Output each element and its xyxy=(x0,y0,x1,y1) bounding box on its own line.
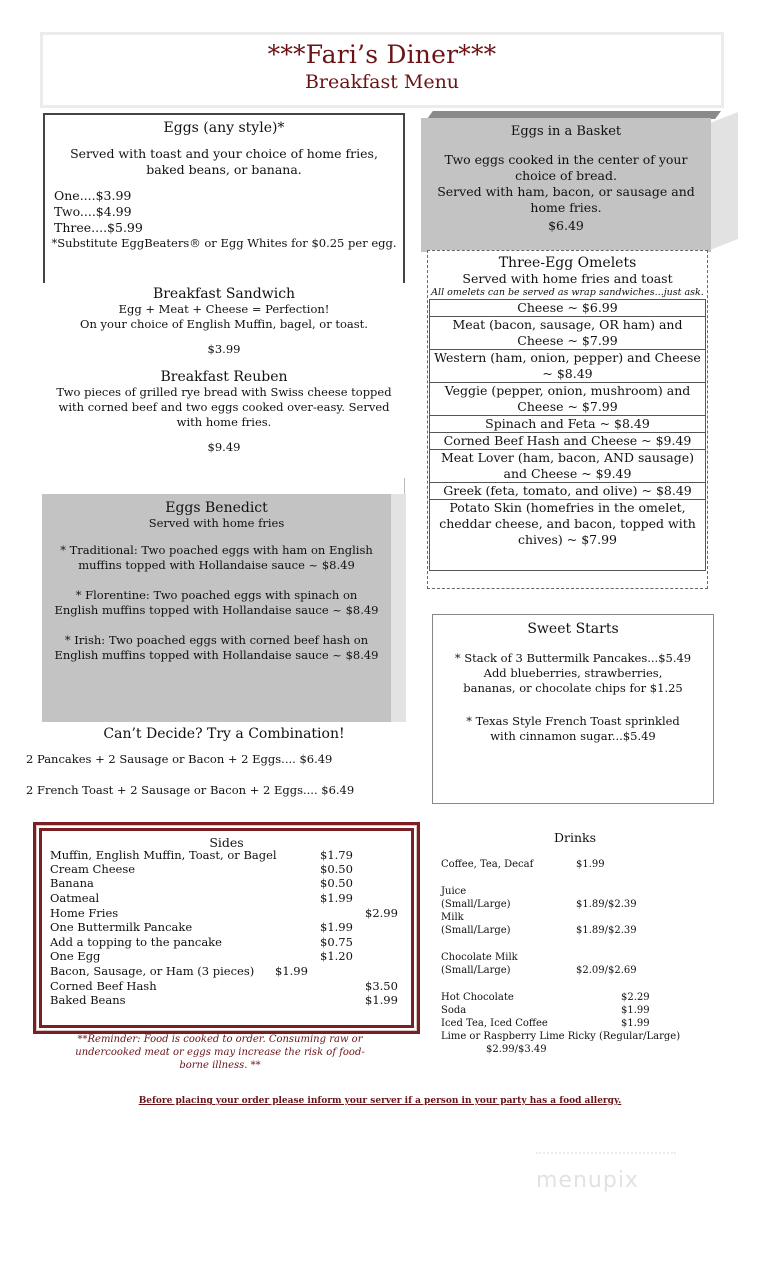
basket-line-2: Served with ham, bacon, or sausage and home fries. xyxy=(437,184,695,215)
drink-name: Chocolate Milk xyxy=(441,952,518,963)
basket-price: $6.49 xyxy=(548,218,584,233)
omelet-item: Spinach and Feta ~ $8.49 xyxy=(429,415,706,433)
sides-list xyxy=(50,848,410,1018)
side-name: One Egg xyxy=(50,949,101,963)
side-name: Baked Beans xyxy=(50,993,126,1007)
french-toast-item: * Texas Style French Toast sprinkled with cinnamon sugar...$5.49 xyxy=(466,714,680,743)
side-name: Corned Beef Hash xyxy=(50,979,157,993)
pancake-addon-note: Add blueberries, strawberries, bananas, or chocolate chips for $1.25 xyxy=(463,666,683,695)
omelet-item: Corned Beef Hash and Cheese ~ $9.49 xyxy=(429,432,706,450)
breakfast-sandwich-section xyxy=(43,286,405,357)
divider xyxy=(404,478,405,494)
omelet-item: Potato Skin (homefries in the omelet, cheddar cheese, and bacon, topped with chives) ~ $7.99 xyxy=(429,499,706,571)
drink-name: Coffee, Tea, Decaf xyxy=(441,859,534,870)
sandwich-price: $3.99 xyxy=(207,342,241,356)
drink-price: $1.99 xyxy=(621,1018,650,1029)
egg-price-list xyxy=(54,188,403,236)
drink-name: Lime or Raspberry Lime Ricky (Regular/Large) xyxy=(441,1031,681,1042)
side-price: $1.99 xyxy=(320,920,353,934)
omelet-item: Meat (bacon, sausage, OR ham) and Cheese ~ $7.99 xyxy=(429,316,706,350)
omelet-item: Meat Lover (ham, bacon, AND sausage) and Cheese ~ $9.49 xyxy=(429,449,706,483)
side-price: $1.20 xyxy=(320,949,353,963)
section-title: Breakfast Reuben xyxy=(160,369,288,385)
section-title: Sides xyxy=(209,835,244,850)
watermark-logo: menupix xyxy=(536,1168,639,1193)
side-name: Cream Cheese xyxy=(50,862,136,876)
sandwich-line-2: On your choice of English Muffin, bagel, or toast. xyxy=(80,317,368,331)
basket-line-1: Two eggs cooked in the center of your choice of bread. xyxy=(444,152,688,183)
combo-item: 2 French Toast + 2 Sausage or Bacon + 2 Eggs.... $6.49 xyxy=(26,783,355,797)
drink-name: Juice xyxy=(441,886,467,897)
price-three: Three....$5.99 xyxy=(54,220,143,235)
side-price: $0.75 xyxy=(320,935,353,949)
omelet-item: Greek (feta, tomato, and olive) ~ $8.49 xyxy=(429,482,706,500)
sandwich-line-1: Egg + Meat + Cheese = Perfection! xyxy=(118,302,330,316)
pancake-item: * Stack of 3 Buttermilk Pancakes...$5.49 xyxy=(454,651,692,665)
side-name: Home Fries xyxy=(50,906,119,920)
drink-price: $1.89/$2.39 xyxy=(576,899,637,910)
side-price: $1.99 xyxy=(320,891,353,905)
side-price: $2.99 xyxy=(365,906,398,920)
drink-price: $1.89/$2.39 xyxy=(576,925,637,936)
omelet-item: Western (ham, onion, pepper) and Cheese ~ $8.49 xyxy=(429,349,706,383)
benedict-item: * Traditional: Two poached eggs with ham on English muffins topped with Hollandaise sauce ~ $8.49 xyxy=(60,543,373,572)
side-price: $1.99 xyxy=(275,964,308,978)
omelets-subtitle: Served with home fries and toast xyxy=(462,271,673,286)
eggs-benedict-section xyxy=(42,494,391,722)
drinks-title: Drinks xyxy=(554,830,597,845)
drink-size: (Small/Large) xyxy=(441,925,511,936)
restaurant-name: ***Fari’s Diner*** xyxy=(267,40,497,69)
drink-name: Soda xyxy=(441,1005,467,1016)
drink-price: $1.99 xyxy=(621,1005,650,1016)
side-price: $1.99 xyxy=(365,993,398,1007)
benedict-bevel xyxy=(391,494,406,722)
price-one: One....$3.99 xyxy=(54,188,132,203)
drink-size: (Small/Large) xyxy=(441,899,511,910)
side-name: Muffin, English Muffin, Toast, or Bagel xyxy=(50,848,277,862)
side-price: $0.50 xyxy=(320,876,353,890)
sweet-starts-section xyxy=(432,614,714,804)
omelets-section xyxy=(427,250,708,589)
eggs-any-style-section xyxy=(43,113,405,283)
omelets-note: All omelets can be served as wrap sandwiches...just ask. xyxy=(431,287,704,298)
side-name: Banana xyxy=(50,876,94,890)
basket-bevel-right xyxy=(710,112,738,250)
omelet-item: Veggie (pepper, onion, mushroom) and Cheese ~ $7.99 xyxy=(429,382,706,416)
side-price: $3.50 xyxy=(365,979,398,993)
section-title: Three-Egg Omelets xyxy=(498,255,637,271)
price-two: Two....$4.99 xyxy=(54,204,132,219)
eggs-in-basket-section xyxy=(421,118,711,252)
drink-name: Milk xyxy=(441,912,464,923)
watermark-line xyxy=(536,1152,676,1156)
drink-name: Iced Tea, Iced Coffee xyxy=(441,1018,548,1029)
reuben-description: Two pieces of grilled rye bread with Swiss cheese topped with corned beef and two eggs cooked over-easy. Served with home fries. xyxy=(56,385,392,429)
benedict-item: * Florentine: Two poached eggs with spinach on English muffins topped with Hollandaise sauce ~ $8.49 xyxy=(54,588,379,617)
side-name: Add a topping to the pancake xyxy=(50,935,222,949)
side-name: One Buttermilk Pancake xyxy=(50,920,193,934)
combination-title: Can’t Decide? Try a Combination! xyxy=(103,726,345,742)
allergy-notice: Before placing your order please inform your server if a person in your party has a food allergy. xyxy=(138,1096,622,1106)
side-price: $1.79 xyxy=(320,848,353,862)
drink-name: Hot Chocolate xyxy=(441,992,514,1003)
drink-price: $2.99/$3.49 xyxy=(486,1044,547,1055)
drink-price: $1.99 xyxy=(576,859,605,870)
combo-item: 2 Pancakes + 2 Sausage or Bacon + 2 Eggs.... $6.49 xyxy=(26,752,333,766)
section-title: Eggs (any style)* xyxy=(163,120,285,136)
drinks-list xyxy=(441,858,701,1058)
drink-price: $2.29 xyxy=(621,992,650,1003)
drink-size: (Small/Large) xyxy=(441,965,511,976)
side-name: Bacon, Sausage, or Ham (3 pieces) xyxy=(50,964,255,978)
drink-price: $2.09/$2.69 xyxy=(576,965,637,976)
section-title: Sweet Starts xyxy=(527,621,619,637)
section-title: Eggs Benedict xyxy=(165,500,268,516)
side-name: Oatmeal xyxy=(50,891,100,905)
menu-subtitle: Breakfast Menu xyxy=(304,71,460,93)
menu-header xyxy=(40,32,724,108)
section-title: Breakfast Sandwich xyxy=(152,286,296,302)
benedict-item: * Irish: Two poached eggs with corned beef hash on English muffins topped with Hollandaise sauce ~ $8.49 xyxy=(54,633,379,662)
breakfast-reuben-section xyxy=(53,369,395,455)
side-price: $0.50 xyxy=(320,862,353,876)
substitute-note: *Substitute EggBeaters® or Egg Whites for $0.25 per egg. xyxy=(51,236,397,250)
reuben-price: $9.49 xyxy=(207,440,241,454)
omelet-item: Cheese ~ $6.99 xyxy=(429,299,706,317)
benedict-subtitle: Served with home fries xyxy=(148,516,285,530)
section-description: Served with toast and your choice of home fries, baked beans, or banana. xyxy=(70,146,378,177)
food-safety-reminder: **Reminder: Food is cooked to order. Consuming raw or undercooked meat or eggs may increase the risk of food-borne illness. ** xyxy=(75,1034,365,1071)
section-title: Eggs in a Basket xyxy=(510,124,622,139)
